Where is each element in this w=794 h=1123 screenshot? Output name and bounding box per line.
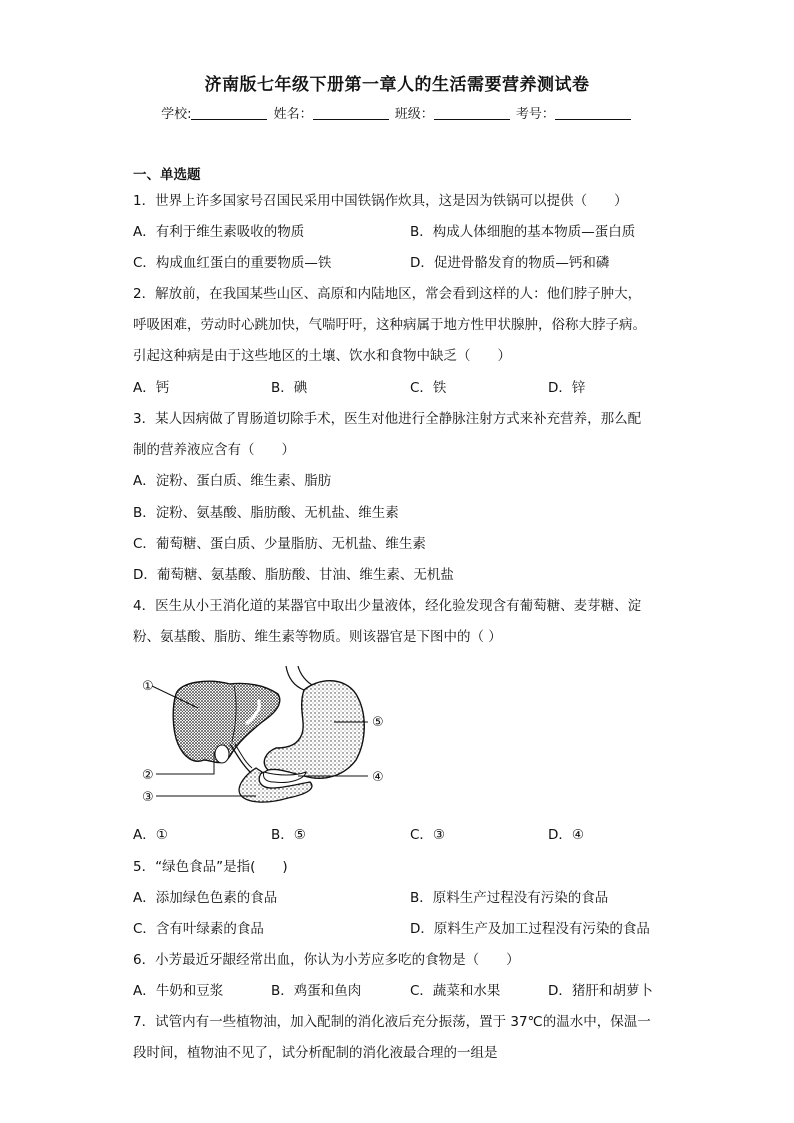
question-2-line-2: 呼吸困难，劳动时心跳加快，气喘吁吁，这种病属于地方性甲状腺肿，俗称大脖子病。: [133, 317, 646, 333]
question-2-line-1: 2．解放前，在我国某些山区、高原和内陆地区，常会看到这样的人：他们脖子肿大，: [133, 286, 642, 302]
exam-no-label: 考号：: [515, 107, 555, 122]
class-label: 班级：: [394, 107, 434, 122]
label-5: ⑤: [372, 715, 384, 730]
question-6-stem: 6．小芳最近牙龈经常出血，你认为小芳应多吃的食物是（ ）: [133, 952, 520, 968]
q6-option-a: A．牛奶和豆浆: [133, 983, 224, 999]
digestive-organs-diagram: [138, 664, 398, 806]
name-label: 姓名：: [273, 107, 313, 122]
q1-option-d: D．促进骨骼发育的物质—钙和磷: [410, 255, 610, 271]
label-2: ②: [142, 768, 154, 783]
question-1-stem: 1．世界上许多国家号召国民采用中国铁锅作炊具，这是因为铁锅可以提供（ ）: [133, 193, 628, 209]
class-blank[interactable]: [434, 106, 510, 120]
question-7-line-2: 段时间，植物油不见了，试分析配制的消化液最合理的一组是: [133, 1045, 498, 1061]
exam-no-blank[interactable]: [555, 106, 631, 120]
name-blank[interactable]: [313, 106, 389, 120]
q6-option-c: C．蔬菜和水果: [410, 983, 501, 999]
question-7-line-1: 7．试管内有一些植物油，加入配制的消化液后充分振荡，置于 37℃的温水中，保温一: [133, 1014, 651, 1030]
question-4-line-2: 粉、氨基酸、脂肪、维生素等物质。则该器官是下图中的（ ）: [133, 629, 502, 645]
q1-option-b: B．构成人体细胞的基本物质—蛋白质: [410, 224, 636, 240]
question-2-line-3: 引起这种病是由于这些地区的土壤、饮水和食物中缺乏（ ）: [133, 348, 511, 364]
q2-option-b: B．碘: [271, 380, 308, 396]
q4-option-a: A．①: [133, 827, 168, 843]
q1-option-a: A．有利于维生素吸收的物质: [133, 224, 305, 240]
q5-option-d: D．原料生产及加工过程没有污染的食品: [410, 921, 650, 937]
school-label: 学校:: [161, 107, 192, 122]
label-3: ③: [142, 790, 154, 805]
label-4: ④: [372, 770, 384, 785]
q3-option-b: B．淀粉、氨基酸、脂肪酸、无机盐、维生素: [133, 505, 399, 521]
q5-option-a: A．添加绿色色素的食品: [133, 890, 278, 906]
q5-option-b: B．原料生产过程没有污染的食品: [410, 890, 609, 906]
question-5-stem: 5．“绿色食品”是指( ): [133, 859, 288, 875]
question-4-line-1: 4．医生从小王消化道的某器官中取出少量液体，经化验发现含有葡萄糖、麦芽糖、淀: [133, 598, 642, 614]
question-3-line-1: 3．某人因病做了胃肠道切除手术，医生对他进行全静脉注射方式来补充营养，那么配: [133, 411, 642, 427]
question-3-line-2: 制的营养液应含有（ ）: [133, 442, 295, 458]
label-1: ①: [142, 679, 154, 694]
q2-option-c: C．铁: [410, 380, 447, 396]
school-blank[interactable]: [191, 106, 267, 120]
q6-option-d: D．猪肝和胡萝卜: [548, 983, 653, 999]
q3-option-a: A．淀粉、蛋白质、维生素、脂肪: [133, 473, 332, 489]
q4-option-c: C．③: [410, 827, 446, 843]
student-info-row: [0, 103, 794, 122]
q2-option-a: A．钙: [133, 380, 170, 396]
q4-option-d: D．④: [548, 827, 584, 843]
page-title: 济南版七年级下册第一章人的生活需要营养测试卷: [204, 75, 590, 95]
q6-option-b: B．鸡蛋和鱼肉: [271, 983, 362, 999]
q3-option-d: D．葡萄糖、氨基酸、脂肪酸、甘油、维生素、无机盐: [133, 567, 454, 583]
section-heading: 一、单选题: [133, 167, 201, 183]
q3-option-c: C．葡萄糖、蛋白质、少量脂肪、无机盐、维生素: [133, 536, 426, 552]
q4-option-b: B．⑤: [271, 827, 306, 843]
q2-option-d: D．锌: [548, 380, 586, 396]
q5-option-c: C．含有叶绿素的食品: [133, 921, 264, 937]
gallbladder-shape: [215, 745, 229, 763]
q1-option-c: C．构成血红蛋白的重要物质—铁: [133, 255, 332, 271]
pancreas-shape: [263, 772, 306, 783]
